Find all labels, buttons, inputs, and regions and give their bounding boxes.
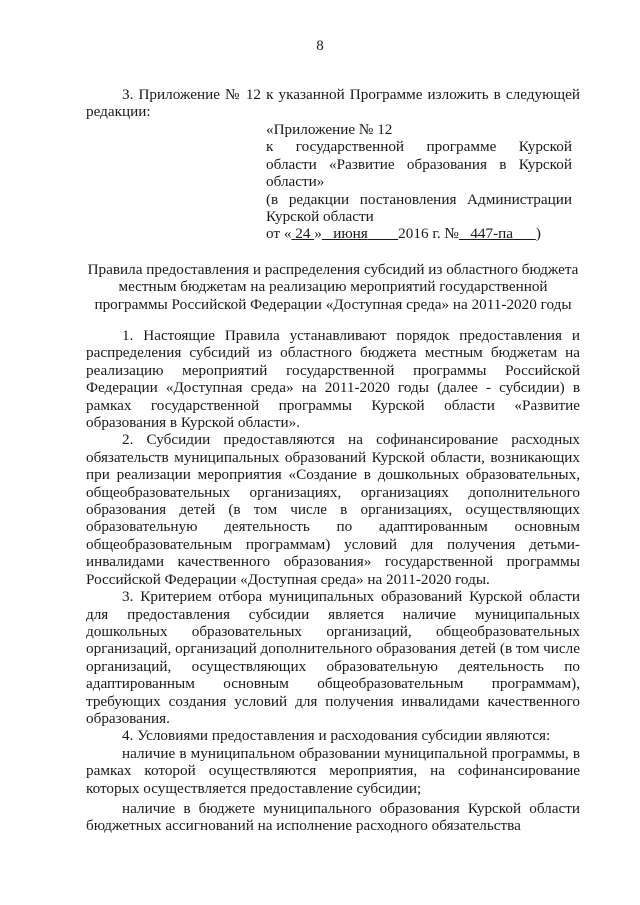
- paragraph-4: 4. Условиями предоставления и расходования субсидии являются:: [122, 727, 551, 745]
- paragraph-1: 1. Настоящие Правила устанавливают порядок предоставления и распределения субсидий из областного бюджета местным бюджетам на реализацию мероприятий государственной программы Российской Федерации «Доступная среда» на 2011-2020 годы (далее - субсидии) в рамках государственной программы Курской области «Развитие образования в Курской области».: [86, 327, 580, 432]
- annex-line-4: области»: [266, 173, 325, 191]
- condition-1: наличие в муниципальном образовании муниципальной программы, в рамках которой осуществляются мероприятия, на софинансирование которых осуществляется предоставление субсидии;: [86, 744, 580, 797]
- annex-header: [266, 121, 572, 243]
- paragraph-3: 3. Критерием отбора муниципальных образований Курской области для предоставления субсидии является наличие муниципальных дошкольных образовательных организаций, общеобразовательных организаций, организаций дополнительного образования детей (в том числе организаций, осуществляющих образовательную деятельность по адаптированным основным общеобразовательным программам), требующих создания условий для получения инвалидами качественного образования.: [86, 588, 580, 727]
- page-number: 8: [316, 38, 324, 54]
- rules-body: [86, 327, 580, 835]
- annex-line-2: к государственной программе Курской: [266, 138, 572, 156]
- date-mid: »: [314, 225, 322, 243]
- intro-line-1: 3. Приложение № 12 к указанной Программе изложить в следующей: [122, 86, 580, 103]
- annex-line-5: (в редакции постановления Администрации: [266, 190, 572, 208]
- annex-line-6: Курской области: [266, 208, 374, 226]
- paragraph-2: 2. Субсидии предоставляются на софинансирование расходных обязательств муниципальных образований Курской области, возникающих при реализации мероприятия «Создание в дошкольных образовательных, общеобразовательных организациях, организациях дополнительного образования детей (в том числе в организациях, осуществляющих образовательную деятельность по адаптированным основным общеобразовательным программам) условий для получения детьми-инвалидами качественного образования» государственной программы Российской Федерации «Доступная среда» на 2011-2020 годы.: [86, 431, 580, 588]
- annex-line-1: «Приложение № 12: [266, 121, 393, 138]
- annex-date-line: [266, 225, 572, 242]
- date-month: июня: [333, 225, 368, 243]
- date-suffix: ): [535, 225, 541, 243]
- amendment-intro: [86, 86, 580, 121]
- document-number: 447-па: [470, 225, 514, 243]
- date-year: 2016 г. №: [398, 225, 459, 243]
- date-day: 24: [295, 225, 311, 243]
- condition-2: наличие в бюджете муниципального образования Курской области бюджетных ассигнований на исполнение расходного обязательства: [86, 799, 580, 835]
- intro-line-2: редакции:: [86, 103, 151, 121]
- annex-line-3: области «Развитие образования в Курской: [266, 155, 572, 173]
- date-prefix: от «: [266, 225, 292, 243]
- rules-title: Правила предоставления и распределения субсидий из областного бюджета местным бюджетам на реализацию мероприятий государственной программы Российской Федерации «Доступная среда» на 2011-2020 годы: [87, 261, 579, 313]
